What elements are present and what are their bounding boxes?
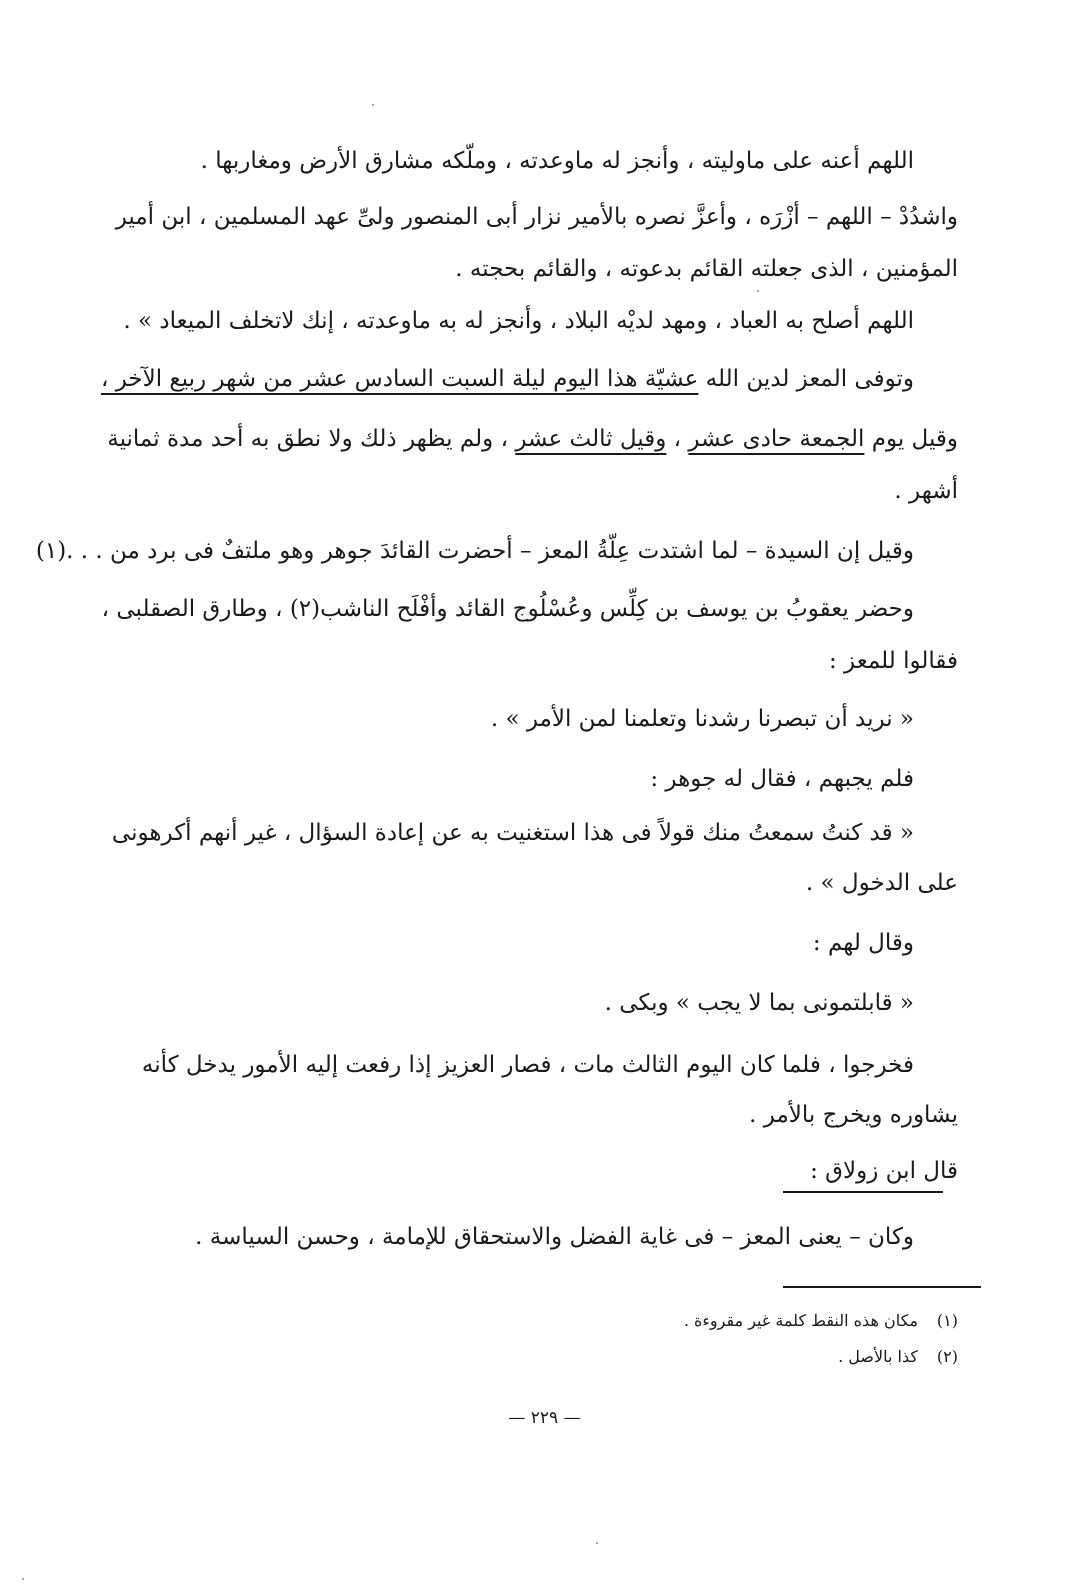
- text-line-6-tail: ، ولم يظهر ذلك ولا نطق به أحد مدة ثمانية: [107, 426, 516, 452]
- text-line-4: اللهم أصلح به العباد ، ومهد لديْه البلاد ، وأنجز له به ماوعدته ، إنك لاتخلف الميعاد » .: [123, 308, 914, 334]
- text-line-15: وقال لهم :: [812, 930, 914, 956]
- text-line-16: « قابلتمونى بما لا يجب » وبكى .: [604, 990, 914, 1016]
- text-line-11: « نريد أن تبصرنا رشدنا وتعلمنا لمن الأمر » .: [490, 706, 914, 732]
- underlined-phrase-thirteenth: وقيل ثالث عشر: [515, 426, 667, 452]
- footnote-1-text: مكان هذه النقط كلمة غير مقروءة .: [683, 1311, 918, 1330]
- text-line-17: فخرجوا ، فلما كان اليوم الثالث مات ، فصار العزيز إذا رفعت إليه الأمور يدخل كأنه: [141, 1052, 914, 1078]
- scan-speck: [22, 1578, 24, 1580]
- scan-speck: [372, 104, 374, 106]
- text-line-13: « قد كنتُ سمعتُ منك قولاً فى هذا استغنيت به عن إعادة السؤال ، غير أنهم أكرهونى: [111, 820, 914, 846]
- text-line-2: واشدُدْ – اللهم – أزْرَه ، وأعزَّ نصره بالأمير نزار أبى المنصور ولىِّ عهد المسلمين ، ابن أمير: [115, 204, 958, 230]
- text-line-3: المؤمنين ، الذى جعلته القائم بدعوته ، والقائم بحجته .: [455, 256, 958, 282]
- text-line-6-lead: وقيل يوم: [864, 426, 958, 452]
- text-line-18: يشاوره ويخرج بالأمر .: [749, 1102, 958, 1128]
- underlined-phrase-death-date: عشيّة هذا اليوم ليلة السبت السادس عشر من شهر ربيع الآخر ،: [100, 366, 699, 392]
- text-line-5-lead: وتوفى المعز لدين الله: [698, 366, 914, 392]
- footnote-separator: [783, 1286, 981, 1288]
- text-line-20: وكان – يعنى المعز – فى غاية الفضل والاستحقاق للإمامة ، وحسن السياسة .: [195, 1224, 914, 1250]
- footnote-2-text: كذا بالأصل .: [838, 1347, 918, 1366]
- page-number: — ٢٢٩ —: [508, 1408, 581, 1428]
- scan-speck: [596, 1542, 598, 1544]
- text-line-8: وقيل إن السيدة – لما اشتدت عِلّةُ المعز – أحضرت القائدَ جوهر وهو ملتفٌ فى برد من . . .(١): [35, 538, 914, 564]
- text-line-5: [101, 364, 914, 394]
- section-heading: قال ابن زولاق :: [810, 1158, 958, 1184]
- text-line-12: فلم يجبهم ، فقال له جوهر :: [650, 766, 914, 792]
- footnote-1-number: (١): [936, 1311, 958, 1330]
- footnote-1: [684, 1310, 958, 1332]
- text-line-1: اللهم أعنه على ماوليته ، وأنجز له ماوعدته ، وملّكه مشارق الأرض ومغاربها .: [200, 148, 914, 174]
- underlined-phrase-friday: الجمعة حادى عشر: [688, 426, 865, 452]
- footnote-2-number: (٢): [936, 1347, 958, 1366]
- footnote-2: [838, 1346, 958, 1368]
- text-line-14: على الدخول » .: [805, 870, 958, 896]
- text-line-6-mid: ،: [666, 426, 689, 452]
- section-heading-underline: [783, 1191, 943, 1193]
- text-line-7: أشهر .: [894, 478, 958, 504]
- text-line-10: فقالوا للمعز :: [829, 648, 958, 674]
- text-line-6: [107, 424, 958, 454]
- scan-speck: [757, 290, 759, 292]
- text-line-9: وحضر يعقوبُ بن يوسف بن كِلِّس وعُسْلُوج القائد وأفْلَح الناشب(٢) ، وطارق الصقلبى ،: [101, 596, 914, 622]
